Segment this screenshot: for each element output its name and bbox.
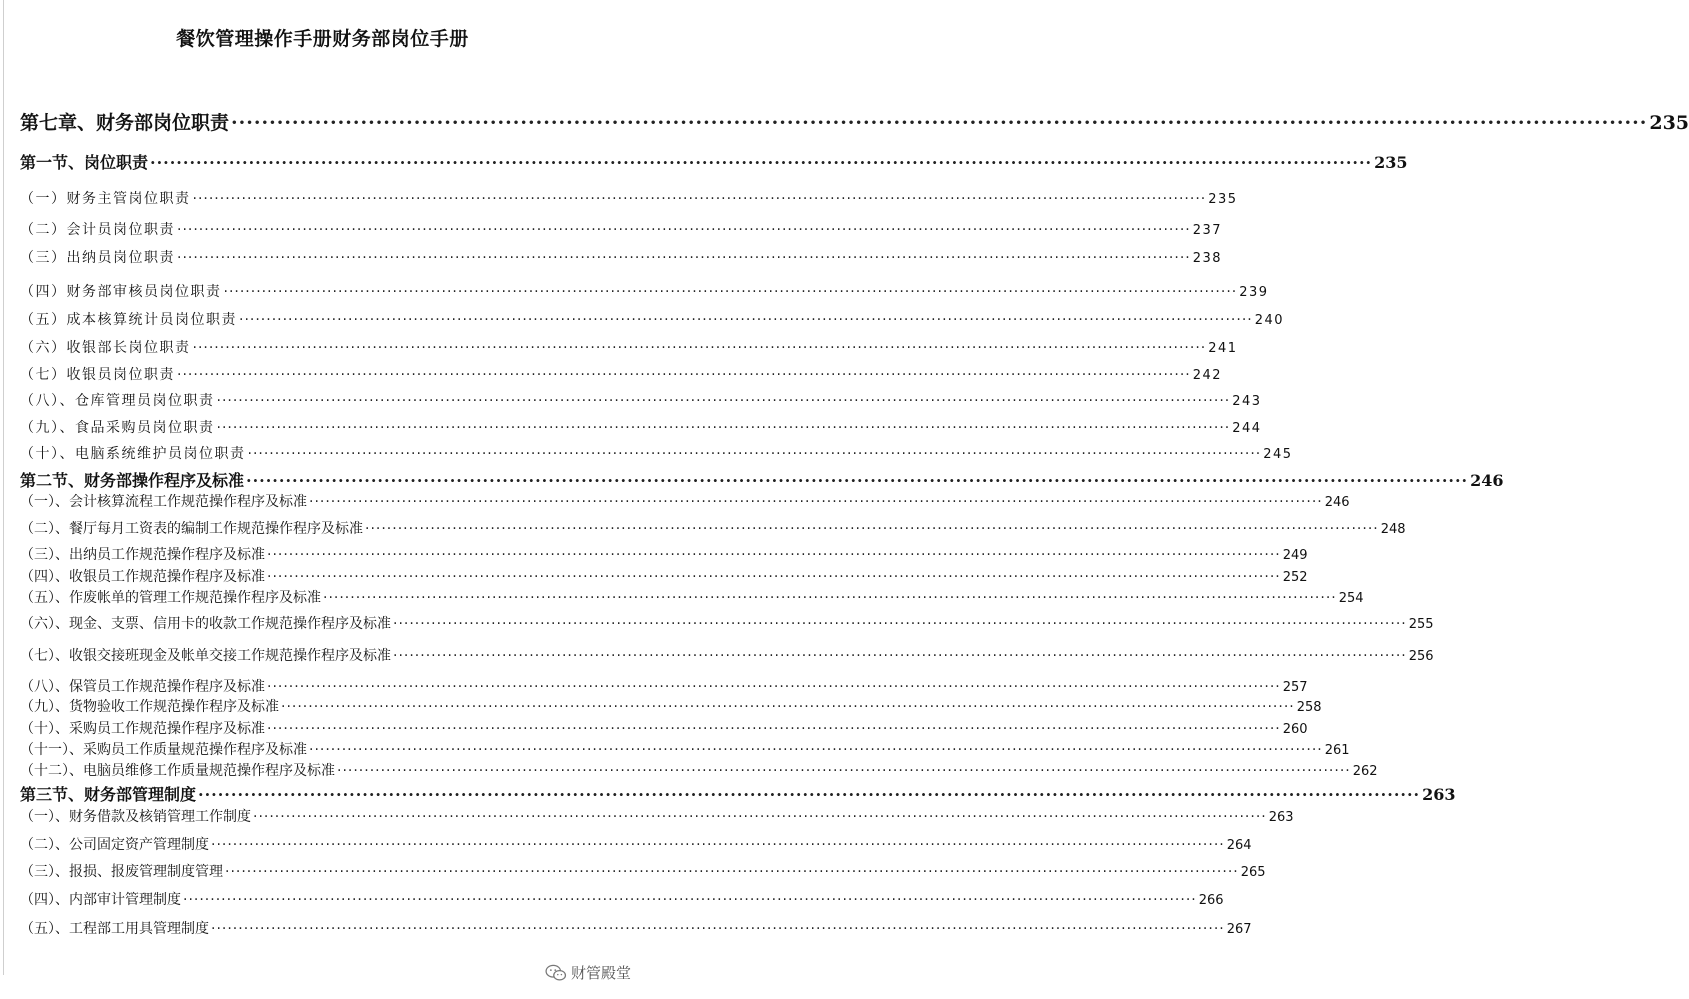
toc-item bbox=[20, 806, 1294, 826]
toc-page-number: 241 bbox=[1208, 341, 1238, 356]
toc-leader-dots: ·························································································································································································· bbox=[393, 648, 1407, 664]
toc-section bbox=[20, 468, 1504, 491]
toc-entry-label: （四）、内部审计管理制度 bbox=[20, 892, 181, 908]
toc-item bbox=[20, 247, 1223, 267]
toc-entry-label: （八）、仓库管理员岗位职责 bbox=[20, 393, 215, 409]
toc-page-number: 267 bbox=[1226, 922, 1252, 937]
toc-entry-label: （三）出纳员岗位职责 bbox=[20, 250, 175, 266]
toc-leader-dots: ·························································································································································································· bbox=[211, 921, 1225, 937]
toc-entry-label: （六）、现金、支票、信用卡的收款工作规范操作程序及标准 bbox=[20, 616, 391, 632]
toc-page-number: 235 bbox=[1208, 192, 1238, 207]
toc-page-number: 235 bbox=[1649, 112, 1689, 134]
toc-item bbox=[20, 188, 1238, 208]
toc-leader-dots: ·························································································································································································· bbox=[267, 569, 1281, 585]
toc-item bbox=[20, 417, 1262, 437]
toc-entry-label: （一）、会计核算流程工作规范操作程序及标准 bbox=[20, 494, 307, 510]
toc-leader-dots: ·························································································································································································· bbox=[225, 864, 1239, 880]
toc-page-number: 238 bbox=[1192, 251, 1223, 266]
toc-section bbox=[20, 782, 1456, 805]
toc-leader-dots: ·························································································································································································· bbox=[246, 471, 1469, 490]
toc-page-number: 245 bbox=[1263, 447, 1293, 462]
toc-item bbox=[20, 760, 1378, 780]
toc-page-number: 240 bbox=[1254, 313, 1285, 328]
toc-item bbox=[20, 861, 1266, 881]
toc-page-number: 249 bbox=[1282, 548, 1308, 563]
toc-leader-dots: ·························································································································································································· bbox=[192, 191, 1207, 207]
toc-item bbox=[20, 696, 1322, 716]
toc-page-number: 260 bbox=[1282, 722, 1308, 737]
toc-item bbox=[20, 834, 1252, 854]
toc-leader-dots: ·························································································································································································· bbox=[211, 837, 1225, 853]
toc-entry-label: （一）财务主管岗位职责 bbox=[20, 191, 191, 207]
toc-leader-dots: ·························································································································································································· bbox=[231, 112, 1648, 134]
toc-page-number: 258 bbox=[1296, 700, 1322, 715]
toc-page-number: 246 bbox=[1470, 471, 1504, 490]
toc-item bbox=[20, 566, 1308, 586]
toc-item bbox=[20, 889, 1224, 909]
toc-page-number: 235 bbox=[1374, 153, 1408, 172]
toc-entry-label: 第三节、财务部管理制度 bbox=[20, 785, 197, 804]
toc-page-number: 244 bbox=[1232, 421, 1262, 436]
toc-page-number: 248 bbox=[1380, 522, 1406, 537]
toc-entry-label: （五）、作废帐单的管理工作规范操作程序及标准 bbox=[20, 590, 321, 606]
toc-leader-dots: ·························································································································································································· bbox=[183, 892, 1197, 908]
wechat-icon bbox=[545, 964, 567, 982]
toc-leader-dots: ·························································································································································································· bbox=[177, 367, 1191, 383]
toc-item bbox=[20, 364, 1223, 384]
toc-item bbox=[20, 918, 1252, 938]
toc-item bbox=[20, 491, 1350, 511]
toc-page-number: 261 bbox=[1324, 743, 1350, 758]
toc-entry-label: （四）、收银员工作规范操作程序及标准 bbox=[20, 569, 265, 585]
toc-item bbox=[20, 337, 1238, 357]
toc-entry-label: 第一节、岗位职责 bbox=[20, 153, 149, 172]
toc-item bbox=[20, 219, 1223, 239]
toc-entry-label: 第七章、财务部岗位职责 bbox=[20, 112, 230, 134]
toc-entry-label: （五）成本核算统计员岗位职责 bbox=[20, 312, 237, 328]
toc-leader-dots: ·························································································································································································· bbox=[281, 699, 1295, 715]
toc-leader-dots: ·························································································································································································· bbox=[393, 616, 1407, 632]
toc-item bbox=[20, 718, 1308, 738]
toc-entry-label: （十）、采购员工作规范操作程序及标准 bbox=[20, 721, 265, 737]
toc-entry-label: （一）、财务借款及核销管理工作制度 bbox=[20, 809, 251, 825]
toc-entry-label: （十二）、电脑员维修工作质量规范操作程序及标准 bbox=[20, 763, 335, 779]
page-edge-line bbox=[3, 0, 4, 975]
toc-leader-dots: ·························································································································································································· bbox=[323, 590, 1337, 606]
toc-item bbox=[20, 587, 1364, 607]
toc-entry-label: （二）会计员岗位职责 bbox=[20, 222, 175, 238]
toc-page-number: 252 bbox=[1282, 570, 1308, 585]
toc-page-number: 264 bbox=[1226, 838, 1252, 853]
toc-entry-label: （三）、出纳员工作规范操作程序及标准 bbox=[20, 547, 265, 563]
toc-page-number: 254 bbox=[1338, 591, 1364, 606]
toc-entry-label: （五）、工程部工用具管理制度 bbox=[20, 921, 209, 937]
toc-leader-dots: ·························································································································································································· bbox=[253, 809, 1267, 825]
toc-item bbox=[20, 309, 1285, 329]
toc-page-number: 246 bbox=[1324, 495, 1350, 510]
toc-item bbox=[20, 518, 1406, 538]
toc-page-number: 255 bbox=[1408, 617, 1434, 632]
toc-leader-dots: ·························································································································································································· bbox=[223, 284, 1238, 300]
watermark-text: 财管殿堂 bbox=[570, 964, 631, 982]
toc-page-number: 242 bbox=[1192, 368, 1223, 383]
toc-page-number: 256 bbox=[1408, 649, 1434, 664]
toc-page-number: 263 bbox=[1268, 810, 1294, 825]
toc-entry-label: （十一）、采购员工作质量规范操作程序及标准 bbox=[20, 742, 307, 758]
toc-page-number: 265 bbox=[1240, 865, 1266, 880]
toc-page-number: 266 bbox=[1198, 893, 1224, 908]
toc-entry-label: （九）、货物验收工作规范操作程序及标准 bbox=[20, 699, 279, 715]
toc-item bbox=[20, 544, 1308, 564]
toc-leader-dots: ·························································································································································································· bbox=[198, 785, 1421, 804]
toc-page-number: 239 bbox=[1239, 285, 1269, 300]
toc-leader-dots: ·························································································································································································· bbox=[365, 521, 1379, 537]
toc-entry-label: 第二节、财务部操作程序及标准 bbox=[20, 471, 245, 490]
toc-leader-dots: ·························································································································································································· bbox=[177, 250, 1191, 266]
toc-entry-label: （九）、食品采购员岗位职责 bbox=[20, 420, 215, 436]
watermark bbox=[545, 962, 631, 983]
toc-item bbox=[20, 676, 1308, 696]
toc-item bbox=[20, 390, 1262, 410]
toc-leader-dots: ·························································································································································································· bbox=[150, 153, 1373, 172]
toc-leader-dots: ·························································································································································································· bbox=[309, 742, 1323, 758]
toc-item bbox=[20, 613, 1434, 633]
toc-chapter bbox=[20, 108, 1689, 135]
toc-section bbox=[20, 150, 1408, 173]
toc-leader-dots: ·························································································································································································· bbox=[267, 721, 1281, 737]
toc-entry-label: （二）、餐厅每月工资表的编制工作规范操作程序及标准 bbox=[20, 521, 363, 537]
toc-page-number: 243 bbox=[1232, 394, 1262, 409]
toc-entry-label: （六）收银部长岗位职责 bbox=[20, 340, 191, 356]
toc-leader-dots: ·························································································································································································· bbox=[267, 679, 1281, 695]
toc-leader-dots: ·························································································································································································· bbox=[216, 420, 1231, 436]
toc-page-number: 237 bbox=[1192, 223, 1223, 238]
toc-leader-dots: ·························································································································································································· bbox=[247, 446, 1262, 462]
toc-entry-label: （二）、公司固定资产管理制度 bbox=[20, 837, 209, 853]
toc-leader-dots: ·························································································································································································· bbox=[309, 494, 1323, 510]
toc-entry-label: （四）财务部审核员岗位职责 bbox=[20, 284, 222, 300]
toc-leader-dots: ·························································································································································································· bbox=[177, 222, 1191, 238]
toc-entry-label: （八）、保管员工作规范操作程序及标准 bbox=[20, 679, 265, 695]
toc-leader-dots: ·························································································································································································· bbox=[216, 393, 1231, 409]
toc-leader-dots: ·························································································································································································· bbox=[192, 340, 1207, 356]
toc-page-number: 263 bbox=[1422, 785, 1456, 804]
document-title: 餐饮管理操作手册财务部岗位手册 bbox=[176, 28, 469, 50]
toc-item bbox=[20, 739, 1350, 759]
toc-item bbox=[20, 443, 1293, 463]
toc-leader-dots: ·························································································································································································· bbox=[337, 763, 1351, 779]
toc-leader-dots: ·························································································································································································· bbox=[239, 312, 1253, 328]
toc-entry-label: （十）、电脑系统维护员岗位职责 bbox=[20, 446, 246, 462]
toc-item bbox=[20, 645, 1434, 665]
toc-page-number: 257 bbox=[1282, 680, 1308, 695]
toc-entry-label: （七）收银员岗位职责 bbox=[20, 367, 175, 383]
toc-leader-dots: ·························································································································································································· bbox=[267, 547, 1281, 563]
toc-entry-label: （七）、收银交接班现金及帐单交接工作规范操作程序及标准 bbox=[20, 648, 391, 664]
toc-page-number: 262 bbox=[1352, 764, 1378, 779]
toc-item bbox=[20, 281, 1269, 301]
toc-entry-label: （三）、报损、报废管理制度管理 bbox=[20, 864, 223, 880]
